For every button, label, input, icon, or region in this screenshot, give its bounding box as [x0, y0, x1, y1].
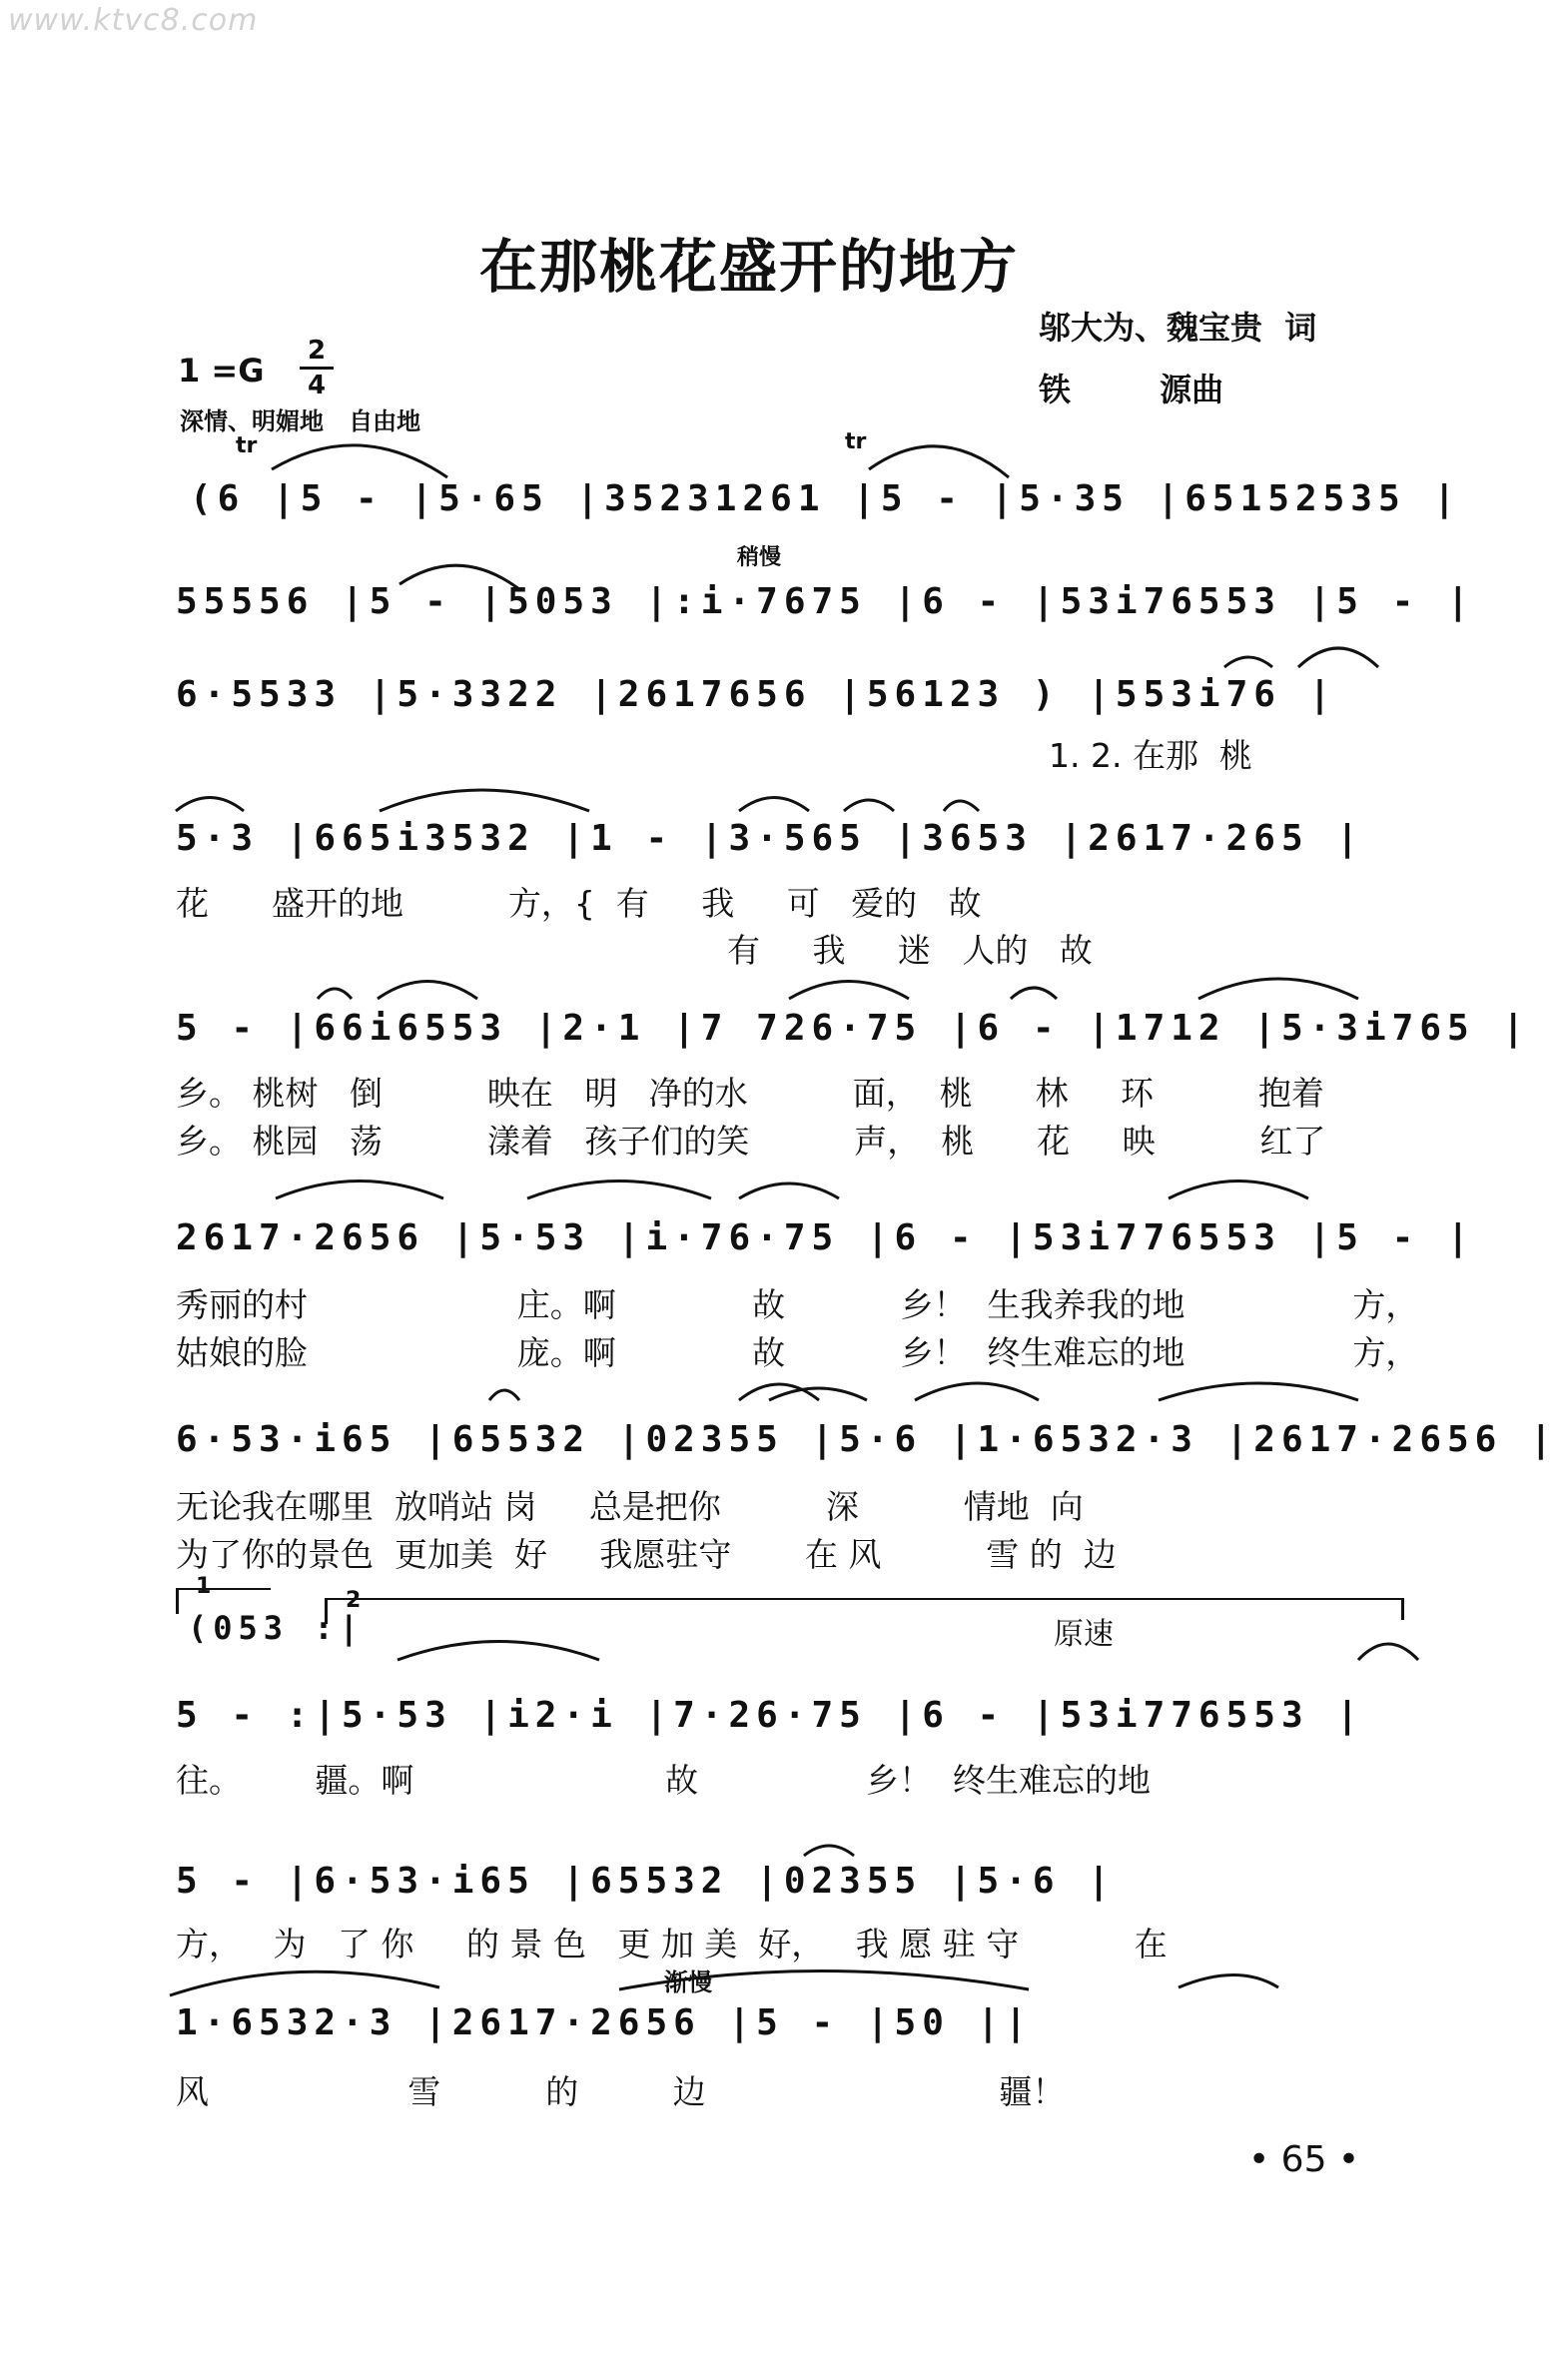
slur [915, 1383, 1039, 1400]
slur [789, 982, 909, 1000]
volta-1-bracket [176, 1588, 271, 1590]
volta-1-left [176, 1588, 179, 1614]
slur [739, 1183, 839, 1198]
score-row-2: 55556 |5 - |5053 |:i·7675 |6 - |53i76553 |5 - | [176, 581, 1475, 622]
slur [276, 1181, 443, 1199]
tempo-instruction: 深情、明媚地 自由地 [180, 407, 421, 435]
slur [739, 798, 809, 812]
slur [318, 989, 352, 999]
page-number: • 65 • [1248, 2139, 1360, 2180]
lyric-row-5-verse-1: 乡。 桃树 倒 映在 明 净的水 面， 桃 林 环 抱着 [176, 1074, 1324, 1113]
watermark-text: www.ktvc8.com [8, 3, 259, 38]
lyric-row-7-verse-1: 无论我在哪里 放哨站 岗 总是把你 深 情地 向 [176, 1487, 1084, 1526]
lyric-row-7-verse-2: 为了你的景色 更加美 好 我愿驻守 在 风 雪 的 边 [176, 1535, 1117, 1574]
trill-mark-1: tr [236, 433, 258, 458]
slur [944, 801, 979, 811]
key-signature: 1 =G [178, 352, 265, 390]
tempo-slower: 稍慢 [737, 545, 782, 570]
lyric-row-4-verse-1: 花 盛开的地 方，{ 有 我 可 爱的 故 [176, 884, 982, 923]
slur [527, 1181, 711, 1199]
slur [397, 1642, 599, 1661]
lyric-row-3-verse-1: 1. 2. 在那 桃 [1049, 736, 1252, 775]
score-row-5: 5 - |66i6553 |2·1 |7 726·75 |6 - |1712 |5·3i765 | [176, 1008, 1531, 1049]
score-row-1: (6 |5 - |5·65 |35231261 |5 - |5·35 |65152535 | [190, 478, 1461, 519]
score-row-3: 6·5533 |5·3322 |2617656 |56123 ) |553i76 | [176, 674, 1337, 715]
lyric-row-10-verse-1: 风 雪 的 边 疆！ [176, 2072, 1066, 2111]
volta-2-bracket [325, 1598, 1403, 1600]
slur [1298, 648, 1378, 667]
volta-2-number: 2 [346, 1588, 362, 1613]
score-row-6: 2617·2656 |5·53 |i·76·75 |6 - |53i776553 |5 - | [176, 1217, 1475, 1258]
slur [804, 1846, 854, 1856]
score-row-10: 1·6532·3 |2617·2656 |5 - |50 || [176, 2002, 1033, 2043]
score-row-volta-1: (053 :| [188, 1609, 365, 1647]
slur [739, 1384, 819, 1400]
slur [1198, 979, 1358, 999]
slur [176, 798, 244, 812]
slur [380, 790, 589, 811]
slur [170, 1971, 439, 1995]
slur [1159, 1383, 1358, 1400]
score-row-7: 6·53·i65 |65532 |02355 |5·6 |1·6532·3 |2617·2656 | [176, 1419, 1558, 1460]
lyric-row-4-verse-2: 有 我 迷 人的 故 [727, 931, 1093, 970]
slur [1224, 657, 1272, 667]
lyric-row-6-verse-1: 秀丽的村 庄。啊 故 乡！ 生我养我的地 方， [176, 1285, 1419, 1324]
lyric-row-5-verse-2: 乡。 桃园 荡 漾着 孩子们的笑 声， 桃 花 映 红了 [176, 1122, 1326, 1161]
slur [1178, 1975, 1278, 1988]
volta-1-number: 1 [196, 1574, 212, 1599]
tempo-original: 原速 [1054, 1617, 1114, 1652]
volta-2-right [1401, 1598, 1404, 1620]
composer-credit: 铁 源曲 [1039, 371, 1224, 408]
slur [1358, 1644, 1418, 1660]
time-signature-bottom: 4 [307, 371, 327, 400]
lyric-row-6-verse-2: 姑娘的脸 庞。啊 故 乡！ 终生难忘的地 方， [176, 1333, 1419, 1372]
slur [619, 1971, 1029, 1990]
trill-mark-2: tr [845, 429, 867, 454]
song-title: 在那桃花盛开的地方 [479, 233, 1020, 301]
score-row-8: 5 - :|5·53 |i2·i |7·26·75 |6 - |53i776553 | [176, 1695, 1364, 1736]
time-signature-top: 2 [307, 336, 327, 366]
score-row-9: 5 - |6·53·i65 |65532 |02355 |5·6 | [176, 1861, 1116, 1902]
slur [272, 445, 447, 477]
slur [489, 1390, 519, 1400]
slur [1169, 1181, 1308, 1199]
slur [378, 982, 477, 1000]
score-row-4: 5·3 |665i3532 |1 - |3·565 |3653 |2617·265 | [176, 818, 1364, 859]
slur [869, 446, 1009, 477]
slur [1011, 988, 1057, 999]
lyric-row-9-verse-1: 方， 为 了 你 的 景 色 更 加 美 好， 我 愿 驻 守 在 [176, 1925, 1168, 1964]
slur [844, 800, 894, 811]
lyricist-credit: 邬大为、魏宝贵 词 [1039, 309, 1317, 347]
lyric-row-8-verse-1: 往。 疆。啊 故 乡！ 终生难忘的地 [176, 1761, 1151, 1800]
tempo-gradual: 渐慢 [664, 1968, 712, 1996]
